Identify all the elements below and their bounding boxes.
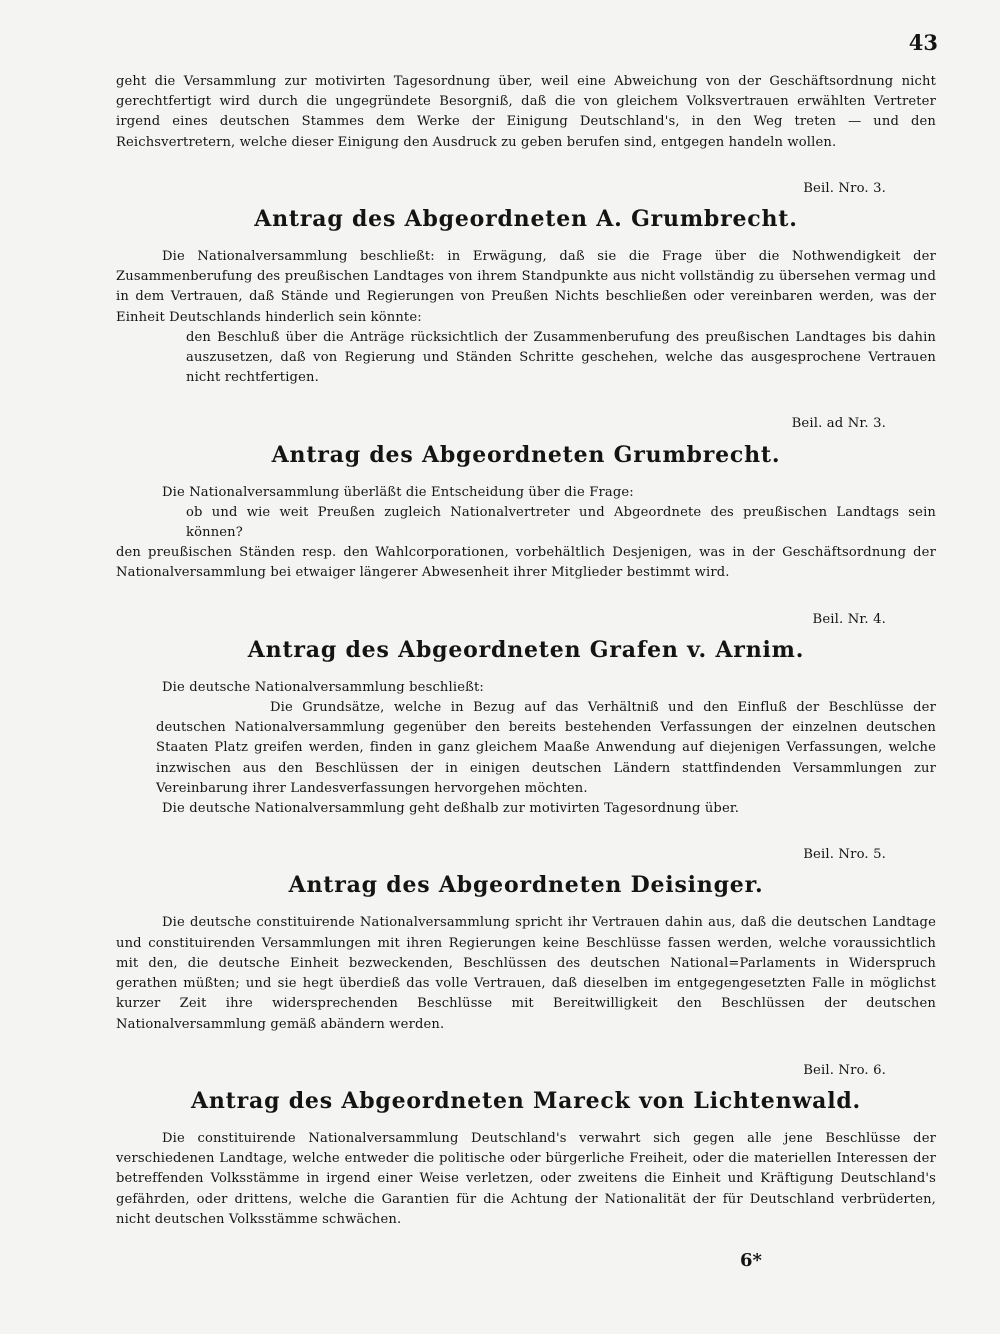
motion-quote: Die Grundsätze, welche in Bezug auf das Verhältniß und den Einfluß der Beschlüsse der deutschen Nationalversammlung gegenüber den bereits bestehenden Verfassungen der einzelnen deutschen Staaten Platz greifen werden, finden in ganz gleichem Maaße Anwendung auf diejenigen Verfassungen, welche inzwischen aus den Beschlüssen der in einigen deutschen Ländern stattfindenden Versammlungen zur Vereinbarung ihrer Landesverfassungen hervorgehen möchten. bbox=[156, 700, 936, 796]
intro-paragraph: geht die Versammlung zur motivirten Tagesordnung über, weil eine Abweichung von der Geschäftsordnung nicht gerechtfertigt wird durch die ungegründete Besorgniß, daß die von gleichem Volksvertrauen erwählten Vertreter irgend eines deutschen Stammes dem Werke der Einigung Deutschland's, in den Weg treten — und den Reichsvertretern, welche dieser Einigung den Ausdruck zu geben berufen sind, entgegen handeln wollen. bbox=[116, 74, 936, 150]
section-heading: Antrag des Abgeordneten Grumbrecht. bbox=[271, 441, 781, 468]
reference-label: Beil. Nr. 4. bbox=[812, 611, 886, 627]
page-body bbox=[116, 72, 936, 1230]
motion-paragraph: Die constituirende Nationalversammlung Deutschland's verwahrt sich gegen alle jene Beschlüsse der verschiedenen Landtage, welche entweder die politische oder bürgerliche Freiheit, oder die materiellen Interessen der betreffenden Volksstämme in irgend einer Weise verletzen, oder zweitens die Einheit und Kräftigung Deutschland's gefährden, oder drittens, welche die Garantien für die Achtung der Nationalität der für Deutschland verbrüderten, nicht deutschen Volksstämme schwächen. bbox=[116, 1130, 936, 1227]
section-heading: Antrag des Abgeordneten Mareck von Lichtenwald. bbox=[191, 1087, 861, 1114]
motion-quote: ob und wie weit Preußen zugleich Nationalvertreter und Abgeordnete des preußischen Landtags sein können? bbox=[186, 504, 936, 541]
reference-label: Beil. Nro. 5. bbox=[803, 847, 886, 863]
section-heading: Antrag des Abgeordneten Grafen v. Arnim. bbox=[247, 636, 805, 663]
section-heading: Antrag des Abgeordneten Deisinger. bbox=[288, 872, 764, 899]
reference-label: Beil. Nro. 6. bbox=[803, 1062, 886, 1078]
reference-label: Beil. ad Nr. 3. bbox=[791, 416, 886, 432]
reference-label: Beil. Nro. 3. bbox=[803, 180, 886, 196]
motion-paragraph: Die deutsche Nationalversammlung geht deßhalb zur motivirten Tagesordnung über. bbox=[162, 801, 740, 817]
motion-paragraph: den preußischen Ständen resp. den Wahlcorporationen, vorbehältlich Desjenigen, was in der Geschäftsordnung der Nationalversammlung bei etwaiger längerer Abwesenheit ihrer Mitglieder bestimmt wird. bbox=[116, 545, 936, 581]
motion-quote: den Beschluß über die Anträge rücksichtlich der Zusammenberufung des preußischen Landtages bis dahin auszusetzen, daß von Regierung und Ständen Schritte geschehen, welche das ausgesprochene Vertrauen nicht rechtfertigen. bbox=[186, 329, 936, 386]
motion-paragraph: Die deutsche constituirende Nationalversammlung spricht ihr Vertrauen dahin aus, daß die deutschen Landtage und constituirenden Versammlungen mit ihren Regierungen keine Beschlüsse fassen werden, welche voraussichtlich mit den, die deutsche Einheit bezweckenden, Beschlüssen des deutschen National=Parlaments in Widerspruch gerathen müßten; und sie hegt überdieß das volle Vertrauen, daß dieselben im entgegengesetzten Falle in möglichst kurzer Zeit ihre widersprechenden Beschlüsse mit Bereitwilligkeit den Beschlüssen der deutschen Nationalversammlung gemäß abändern werden. bbox=[116, 915, 936, 1032]
sheet-signature: 6* bbox=[740, 1250, 762, 1271]
section-heading: Antrag des Abgeordneten A. Grumbrecht. bbox=[254, 206, 798, 233]
motion-paragraph: Die Nationalversammlung beschließt: in Erwägung, daß sie die Frage über die Nothwendigkeit der Zusammenberufung des preußischen Landtages von ihrem Standpunkte aus nicht vollständig zu übersehen vermag und in dem Vertrauen, daß Stände und Regierungen von Preußen Nichts beschließen oder vereinbaren werden, was der Einheit Deutschlands hinderlich sein könnte: bbox=[116, 249, 936, 325]
motion-paragraph: Die deutsche Nationalversammlung beschließt: bbox=[162, 679, 484, 695]
page-number: 43 bbox=[908, 30, 938, 55]
motion-paragraph: Die Nationalversammlung überläßt die Entscheidung über die Frage: bbox=[162, 484, 634, 500]
